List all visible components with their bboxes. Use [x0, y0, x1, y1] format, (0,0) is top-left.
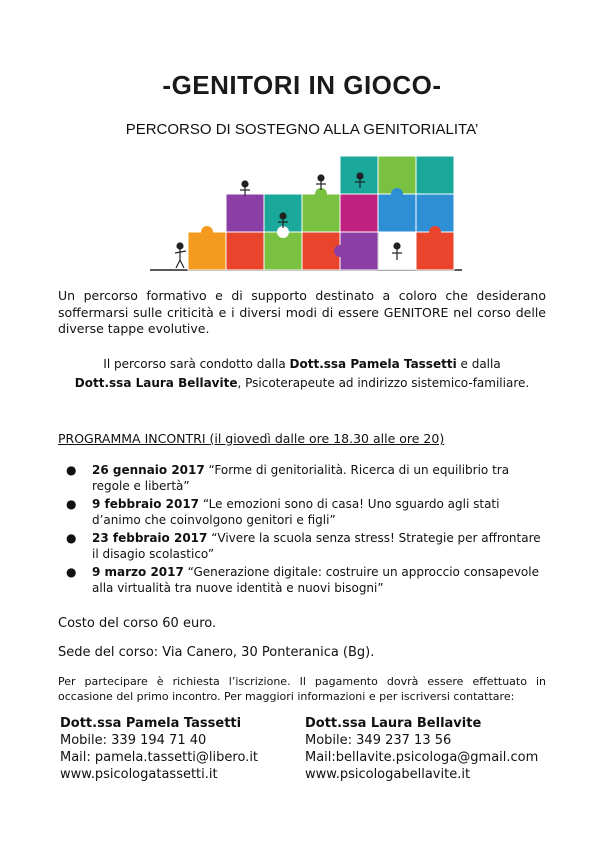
- bullet-icon: ●: [66, 565, 77, 579]
- contact-block-bellavite: [305, 715, 538, 783]
- bullet-icon: ●: [66, 531, 77, 545]
- list-item: ● 23 febbraio 2017 “Vivere la scuola senza stress! Strategie per affrontare il disagio scolastico”: [66, 531, 541, 561]
- bullet-icon: ●: [66, 463, 77, 477]
- program-list: [58, 462, 548, 598]
- conductor-name-2: Dott.ssa Laura Bellavite: [74, 376, 238, 390]
- contact-mail[interactable]: Mail: pamela.tassetti@libero.it: [60, 750, 259, 765]
- course-cost: Costo del corso 60 euro.: [58, 616, 217, 631]
- contact-mobile: Mobile: 349 237 13 56: [305, 733, 452, 748]
- registration-info: Per partecipare è richiesta l’iscrizione. Il pagamento dovrà essere effettuato in occasione del primo incontro. Per maggiori informazioni e per iscriversi contattare:: [58, 675, 546, 703]
- contact-mail[interactable]: Mail:bellavite.psicologa@gmail.com: [305, 750, 539, 765]
- puzzle-staircase-illustration: [150, 150, 462, 274]
- contact-name: Dott.ssa Laura Bellavite: [305, 716, 482, 731]
- program-heading: PROGRAMMA INCONTRI (il giovedì dalle ore 18.30 alle ore 20): [58, 431, 445, 446]
- contact-website[interactable]: www.psicologatassetti.it: [60, 767, 218, 782]
- course-venue: Sede del corso: Via Canero, 30 Ponteranica (Bg).: [58, 645, 375, 660]
- contact-mobile: Mobile: 339 194 71 40: [60, 733, 207, 748]
- conductor-name-1: Dott.ssa Pamela Tassetti: [289, 357, 457, 371]
- bullet-icon: ●: [66, 497, 77, 511]
- conducted-by-paragraph: Il percorso sarà condotto dalla Dott.ssa Pamela Tassetti e dalla Dott.ssa Laura Bellavite, Psicoterapeute ad indirizzo sistemico-familiare.: [74, 357, 530, 390]
- list-item: ● 9 marzo 2017 “Generazione digitale: costruire un approccio consapevole alla virtualità tra nuove identità e nuovi bisogni”: [66, 565, 539, 595]
- page-subtitle: PERCORSO DI SOSTEGNO ALLA GENITORIALITA’: [125, 121, 479, 138]
- contact-name: Dott.ssa Pamela Tassetti: [60, 716, 242, 731]
- intro-paragraph: Un percorso formativo e di supporto destinato a coloro che desiderano soffermarsi sulle criticità e i diversi modi di essere GENITORE nel corso delle diverse tappe evolutive.: [58, 288, 546, 336]
- list-item: ● 9 febbraio 2017 “Le emozioni sono di casa! Uno sguardo agli stati d’animo che coinvolgono genitori e figli”: [66, 497, 500, 527]
- contact-website[interactable]: www.psicologabellavite.it: [305, 767, 471, 782]
- list-item: ● 26 gennaio 2017 “Forme di genitorialità. Ricerca di un equilibrio tra regole e libertà”: [66, 463, 510, 493]
- page-title: -GENITORI IN GIOCO-: [162, 70, 442, 100]
- contact-block-tassetti: [60, 715, 258, 783]
